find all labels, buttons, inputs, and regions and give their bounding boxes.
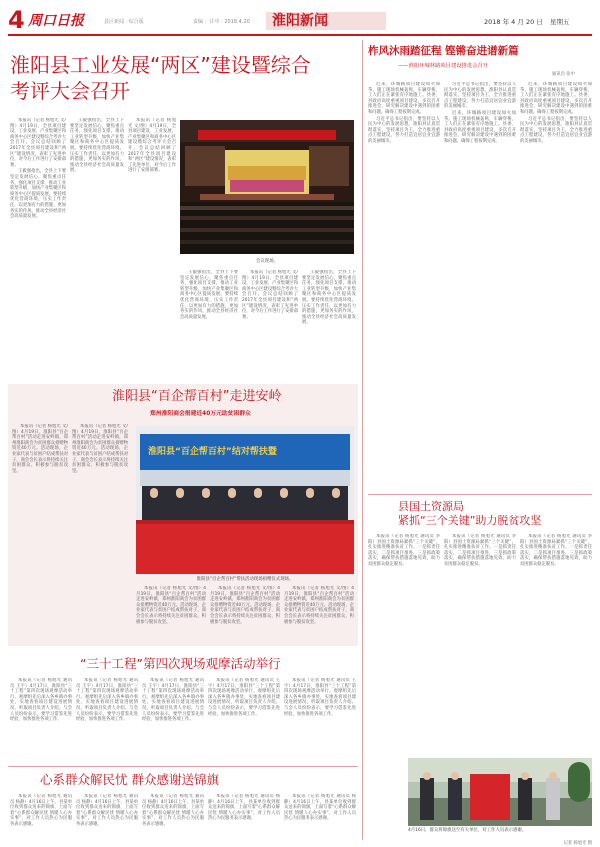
tree xyxy=(568,762,590,802)
main-article-lower-mid xyxy=(242,270,298,380)
land-headline-line1: 县国土资源局 xyxy=(398,500,464,513)
tagline: 县区新闻 · 综合版 xyxy=(104,19,144,25)
mid-article-lower-col-3 xyxy=(284,586,354,642)
person-3 xyxy=(518,778,532,820)
main-article-lead: 本报讯（记者 杨旭光 文/图）4月19日，全县项目建设、工业发展、产业集聚区和商务中心区建设暨综合考评大会召开。会议总结回顾了2017年全县项目建设和“两区”建设情况，表彰了先进单位，对今后工作进行了安排部署。 xyxy=(10,118,66,168)
land-article-col-3 xyxy=(520,534,592,754)
thirteen-article-col-4 xyxy=(208,678,280,762)
right-top-col-2 xyxy=(444,82,516,490)
issue-date: 2018 年 4 月 20 日 xyxy=(484,18,543,26)
event-banner xyxy=(140,434,350,470)
right-top-body-cont-2: 近来，环城路项目建设如火如荼。施工现场机械轰鸣，车辆穿梭，工人们正在紧张有序地施工。县委、县政府高度重视项目建设，多次召开推进会，研究解决建设中遇到的困难和问题，确保工程按期完成。 xyxy=(444,110,516,144)
right-top-col-3 xyxy=(520,82,592,490)
right-top-body-2: 习近平总书记指出，要坚持以人民为中心的发展思想。淮阳县认真贯彻落实，坚持项目为王，全力推进重点工程建设，努力打造宜居宜业宜游的美丽城市。 xyxy=(368,116,440,144)
thirteen-article-col-3 xyxy=(142,678,204,762)
section-title-tab xyxy=(266,12,386,30)
mid-photo-caption: 淮阳县“百企帮百村”帮扶活动现场捐赠仪式现场。 xyxy=(196,577,294,582)
section-title: 淮阳新闻 xyxy=(272,13,328,29)
care-photo xyxy=(408,758,592,826)
mid-article-lower-col-1 xyxy=(136,586,206,642)
thirteen-article-col-2 xyxy=(76,678,138,762)
care-article-col-1 xyxy=(10,794,72,842)
thirteen-article-body-cont3: 本报讯（记者 杨旭光 通讯员 王宇）4月17日，淮阳县“三十工程”第四次现场观摩活动举行。观摩组先后深入各乡镇办事处，实地查看项目建设进展情况，听取项目负责人介绍。与会人员纷纷表示，要学习借鉴先进经验，加快推进各项工作。 xyxy=(208,678,280,717)
main-photo xyxy=(180,120,354,254)
land-article-headline xyxy=(398,500,592,528)
care-article-body-cont2: 本报讯（记者 杨旭光 通讯员 杨静）4月16日上午，县某单位收到群众送来的锦旗，上面写着“心系群众解民忧 情暖人心办实事”，对工作人员热心为民服务表示感谢。 xyxy=(142,794,204,827)
column-divider xyxy=(362,40,363,840)
main-article-body-cont2: 本报讯（记者 杨旭光 文/图）4月19日，全县项目建设、工业发展、产业集聚区和商务中心区建设暨综合考评大会召开。会议总结回顾了2017年全县项目建设和“两区”建设情况，表彰了先进单位，对今后工作进行了安排部署。 xyxy=(128,118,176,174)
main-photo-caption: 会议现场。 xyxy=(256,259,278,264)
mid-article-body-cont: 本报讯（记者 杨旭光 文/图）4月19日，淮阳县“百企帮百村”活动走进安岭镇，郑州淮阳商会为贫困群众捐赠物资近40万元。活动现场，企业家代表与贫困户结成帮扶对子，商会会长表示将持续关注贫困群众，积极参与脱贫攻坚。 xyxy=(72,424,128,474)
right-top-col-1 xyxy=(368,82,440,490)
thirteen-article-headline: “三十工程”第四次现场观摩活动举行 xyxy=(80,656,281,671)
land-article-col-1 xyxy=(368,534,440,754)
main-article-lower-body: 王毅强指出，全县上下要坚定发展信心，聚焦重点任务，强化项目支撑，推动工业转型升级，加快产业集聚区和商务中心区提质发展。要持续优化营商环境，压实工作责任，以更加有力的措施、更加务实的作风，推动全县经济社会高质量发展。 xyxy=(180,270,238,320)
right-top-body-cont3: 近来，环城路项目建设如火如荼。施工现场机械轰鸣，车辆穿梭，工人们正在紧张有序地施工。县委、县政府高度重视项目建设，多次召开推进会，研究解决建设中遇到的困难和问题，确保工程按期完成。 xyxy=(520,82,592,115)
right-top-byline: 通讯员 张中 xyxy=(552,72,575,77)
mid-article-lower-body3: 本报讯（记者 杨旭光 文/图）4月19日，淮阳县“百企帮百村”活动走进安岭镇，郑州淮阳商会为贫困群众捐赠物资近40万元。活动现场，企业家代表与贫困户结成帮扶对子，商会会长表示将持续关注贫困群众，积极参与脱贫攻坚。 xyxy=(284,586,354,625)
person-4 xyxy=(546,778,560,820)
right-top-headline: 柞风沐雨踏征程 铿锵奋进谱新篇 xyxy=(368,45,519,57)
care-photo-caption: 4月16日，群众将锦旗送至有关单位，对工作人员表示感谢。 xyxy=(408,828,527,833)
person-2 xyxy=(448,778,462,820)
mid-article-col-2 xyxy=(72,424,128,640)
right-top-body-cont: 习近平总书记指出，要坚持以人民为中心的发展思想。淮阳县认真贯彻落实，坚持项目为王，全力推进重点工程建设，努力打造宜居宜业宜游的美丽城市。 xyxy=(444,82,516,110)
right-top-body: 近来，环城路项目建设如火如荼。施工现场机械轰鸣，车辆穿梭，工人们正在紧张有序地施工。县委、县政府高度重视项目建设，多次召开推进会，研究解决建设中遇到的困难和问题，确保工程按期完成。 xyxy=(368,82,440,115)
care-article-body-cont3: 本报讯（记者 杨旭光 通讯员 杨静）4月16日上午，县某单位收到群众送来的锦旗，上面写着“心系群众解民忧 情暖人心办实事”，对工作人员热心为民服务表示感谢。 xyxy=(208,794,280,822)
editor-info: 责编 ：许中 · 2018.4.20 xyxy=(193,19,250,25)
land-article-col-2 xyxy=(444,534,516,754)
stage-banner xyxy=(198,130,336,140)
care-article-body: 本报讯（记者 杨旭光 通讯员 杨静）4月16日上午，县某单位收到群众送来的锦旗，上面写着“心系群众解民忧 情暖人心办实事”，对工作人员热心为民服务表示感谢。 xyxy=(10,794,72,827)
issue-weekday: 星期五 xyxy=(550,18,570,26)
red-table-cloth xyxy=(136,520,354,574)
main-article-column-2 xyxy=(70,118,124,382)
mid-article-body: 本报讯（记者 杨旭光 文/图）4月19日，淮阳县“百企帮百村”活动走进安岭镇，郑州淮阳商会为贫困群众捐赠物资近40万元。活动现场，企业家代表与贫困户结成帮扶对子，商会会长表示将持续关注贫困群众，积极参与脱贫攻坚。 xyxy=(12,424,68,474)
main-headline xyxy=(10,52,395,104)
mid-article-lower-body: 本报讯（记者 杨旭光 文/图）4月19日，淮阳县“百企帮百村”活动走进安岭镇，郑州淮阳商会为贫困群众捐赠物资近40万元。活动现场，企业家代表与贫困户结成帮扶对子，商会会长表示将持续关注贫困群众，积极参与脱贫攻坚。 xyxy=(136,586,206,625)
people-row xyxy=(142,486,348,520)
care-article-col-2 xyxy=(76,794,138,842)
thirteen-article-body-cont2: 本报讯（记者 杨旭光 通讯员 王宇）4月17日，淮阳县“三十工程”第四次现场观摩活动举行。观摩组先后深入各乡镇办事处，实地查看项目建设进展情况，听取项目负责人介绍。与会人员纷纷表示，要学习借鉴先进经验，加快推进各项工作。 xyxy=(142,678,204,723)
mid-article-subtitle: 郑州淮阳商会捐建近40万元助贫困群众 xyxy=(150,411,251,417)
main-headline-line2: 考评大会召开 xyxy=(10,79,130,103)
thirteen-article-col-5 xyxy=(284,678,356,762)
mid-article-lower-col-2 xyxy=(210,586,280,642)
land-headline-line2: 紧抓“三个关键”助力脱贫攻坚 xyxy=(398,514,542,527)
main-article-lower-left xyxy=(180,270,238,380)
land-article-body: 本报讯（记者 杨旭光 通讯员 李阳）县国土资源局紧抓“三个关键”，扎实推进精准扶贫工作。一是抓责任落实，二是抓项目推进，三是抓政策落实，确保帮扶措施落地见效，助力贫困群众稳定脱贫。 xyxy=(368,534,440,567)
thirteen-article-body-cont4: 本报讯（记者 杨旭光 通讯员 王宇）4月17日，淮阳县“三十工程”第四次现场观摩活动举行。观摩组先后深入各乡镇办事处，实地查看项目建设进展情况，听取项目负责人介绍。与会人员纷纷表示，要学习借鉴先进经验，加快推进各项工作。 xyxy=(284,678,356,717)
main-article-lower-right xyxy=(302,270,356,380)
right-top-body-cont3-2: 习近平总书记指出，要坚持以人民为中心的发展思想。淮阳县认真贯彻落实，坚持项目为王，全力推进重点工程建设，努力打造宜居宜业宜游的美丽城市。 xyxy=(520,116,592,144)
care-article-col-3 xyxy=(142,794,204,842)
event-banner-text: 淮阳县“百企帮百村”结对帮扶暨 xyxy=(148,447,277,457)
land-article-body-cont: 本报讯（记者 杨旭光 通讯员 李阳）县国土资源局紧抓“三个关键”，扎实推进精准扶贫工作。一是抓责任落实，二是抓项目推进，三是抓政策落实，确保帮扶措施落地见效，助力贫困群众稳定脱贫。 xyxy=(444,534,516,567)
thirteen-article-col-1 xyxy=(10,678,72,762)
land-article-rule xyxy=(368,494,592,495)
right-top-subtitle: ——淮阳环城林路项目建设推进会召开 xyxy=(398,63,489,69)
main-article-column-1 xyxy=(10,118,66,382)
care-photo-credit: 记者 杨旭光 摄 xyxy=(563,841,592,846)
main-headline-line1: 淮阳县工业发展“两区”建设暨综合 xyxy=(10,53,311,77)
main-article-lower-body3: 王毅强指出，全县上下要坚定发展信心，聚焦重点任务，强化项目支撑，推动工业转型升级，加快产业集聚区和商务中心区提质发展。要持续优化营商环境，压实工作责任，以更加有力的措施、更加务实的作风，推动全县经济社会高质量发展。 xyxy=(302,270,356,326)
main-article-body: 王毅强指出，全县上下要坚定发展信心，聚焦重点任务，强化项目支撑，推动工业转型升级，加快产业集聚区和商务中心区提质发展。要持续优化营商环境，压实工作责任，以更加有力的措施、更加务实的作风，推动全县经济社会高质量发展。 xyxy=(10,169,66,220)
thirteen-article-body: 本报讯（记者 杨旭光 通讯员 王宇）4月17日，淮阳县“三十工程”第四次现场观摩活动举行。观摩组先后深入各乡镇办事处，实地查看项目建设进展情况，听取项目负责人介绍。与会人员纷纷表示，要学习借鉴先进经验，加快推进各项工作。 xyxy=(10,678,72,723)
main-article-body-cont: 王毅强指出，全县上下要坚定发展信心，聚焦重点任务，强化项目支撑，推动工业转型升级，加快产业集聚区和商务中心区提质发展。要持续优化营商环境，压实工作责任，以更加有力的措施、更加务实的作风，推动全县经济社会高质量发展。 xyxy=(70,118,124,174)
care-article-body-cont4: 本报讯（记者 杨旭光 通讯员 杨静）4月16日上午，县某单位收到群众送来的锦旗，上面写着“心系群众解民忧 情暖人心办实事”，对工作人员热心为民服务表示感谢。 xyxy=(284,794,356,822)
care-article-body-cont: 本报讯（记者 杨旭光 通讯员 杨静）4月16日上午，县某单位收到群众送来的锦旗，上面写着“心系群众解民忧 情暖人心办实事”，对工作人员热心为民服务表示感谢。 xyxy=(76,794,138,827)
care-article-col-5 xyxy=(284,794,356,842)
page-number: 4 xyxy=(8,6,25,34)
care-article-headline: 心系群众解民忧 群众感谢送锦旗 xyxy=(40,772,219,787)
banner-flag xyxy=(470,774,510,820)
logo: 周口日报 xyxy=(28,13,84,29)
mid-article-col-1 xyxy=(12,424,68,640)
thirteen-article-body-cont: 本报讯（记者 杨旭光 通讯员 王宇）4月17日，淮阳县“三十工程”第四次现场观摩活动举行。观摩组先后深入各乡镇办事处，实地查看项目建设进展情况，听取项目负责人介绍。与会人员纷纷表示，要学习借鉴先进经验，加快推进各项工作。 xyxy=(76,678,138,723)
stage-flowers xyxy=(230,180,304,192)
main-article-column-3 xyxy=(128,118,176,382)
mid-article-lower-body2: 本报讯（记者 杨旭光 文/图）4月19日，淮阳县“百企帮百村”活动走进安岭镇，郑州淮阳商会为贫困群众捐赠物资近40万元。活动现场，企业家代表与贫困户结成帮扶对子，商会会长表示将持续关注贫困群众，积极参与脱贫攻坚。 xyxy=(210,586,280,625)
mid-photo xyxy=(136,426,354,574)
person-1 xyxy=(420,778,434,820)
mid-article-headline: 淮阳县“百企帮百村”走进安岭 xyxy=(112,389,282,404)
care-article-col-4 xyxy=(208,794,280,842)
main-article-lower-body2: 本报讯（记者 杨旭光 文/图）4月19日，全县项目建设、工业发展、产业集聚区和商务中心区建设暨综合考评大会召开。会议总结回顾了2017年全县项目建设和“两区”建设情况，表彰了先进单位，对今后工作进行了安排部署。 xyxy=(242,270,298,320)
land-article-body-cont2: 本报讯（记者 杨旭光 通讯员 李阳）县国土资源局紧抓“三个关键”，扎实推进精准扶贫工作。一是抓责任落实，二是抓项目推进，三是抓政策落实，确保帮扶措施落地见效，助力贫困群众稳定脱贫。 xyxy=(520,534,592,567)
masthead-rule xyxy=(8,34,592,36)
care-article-rule xyxy=(8,766,358,767)
